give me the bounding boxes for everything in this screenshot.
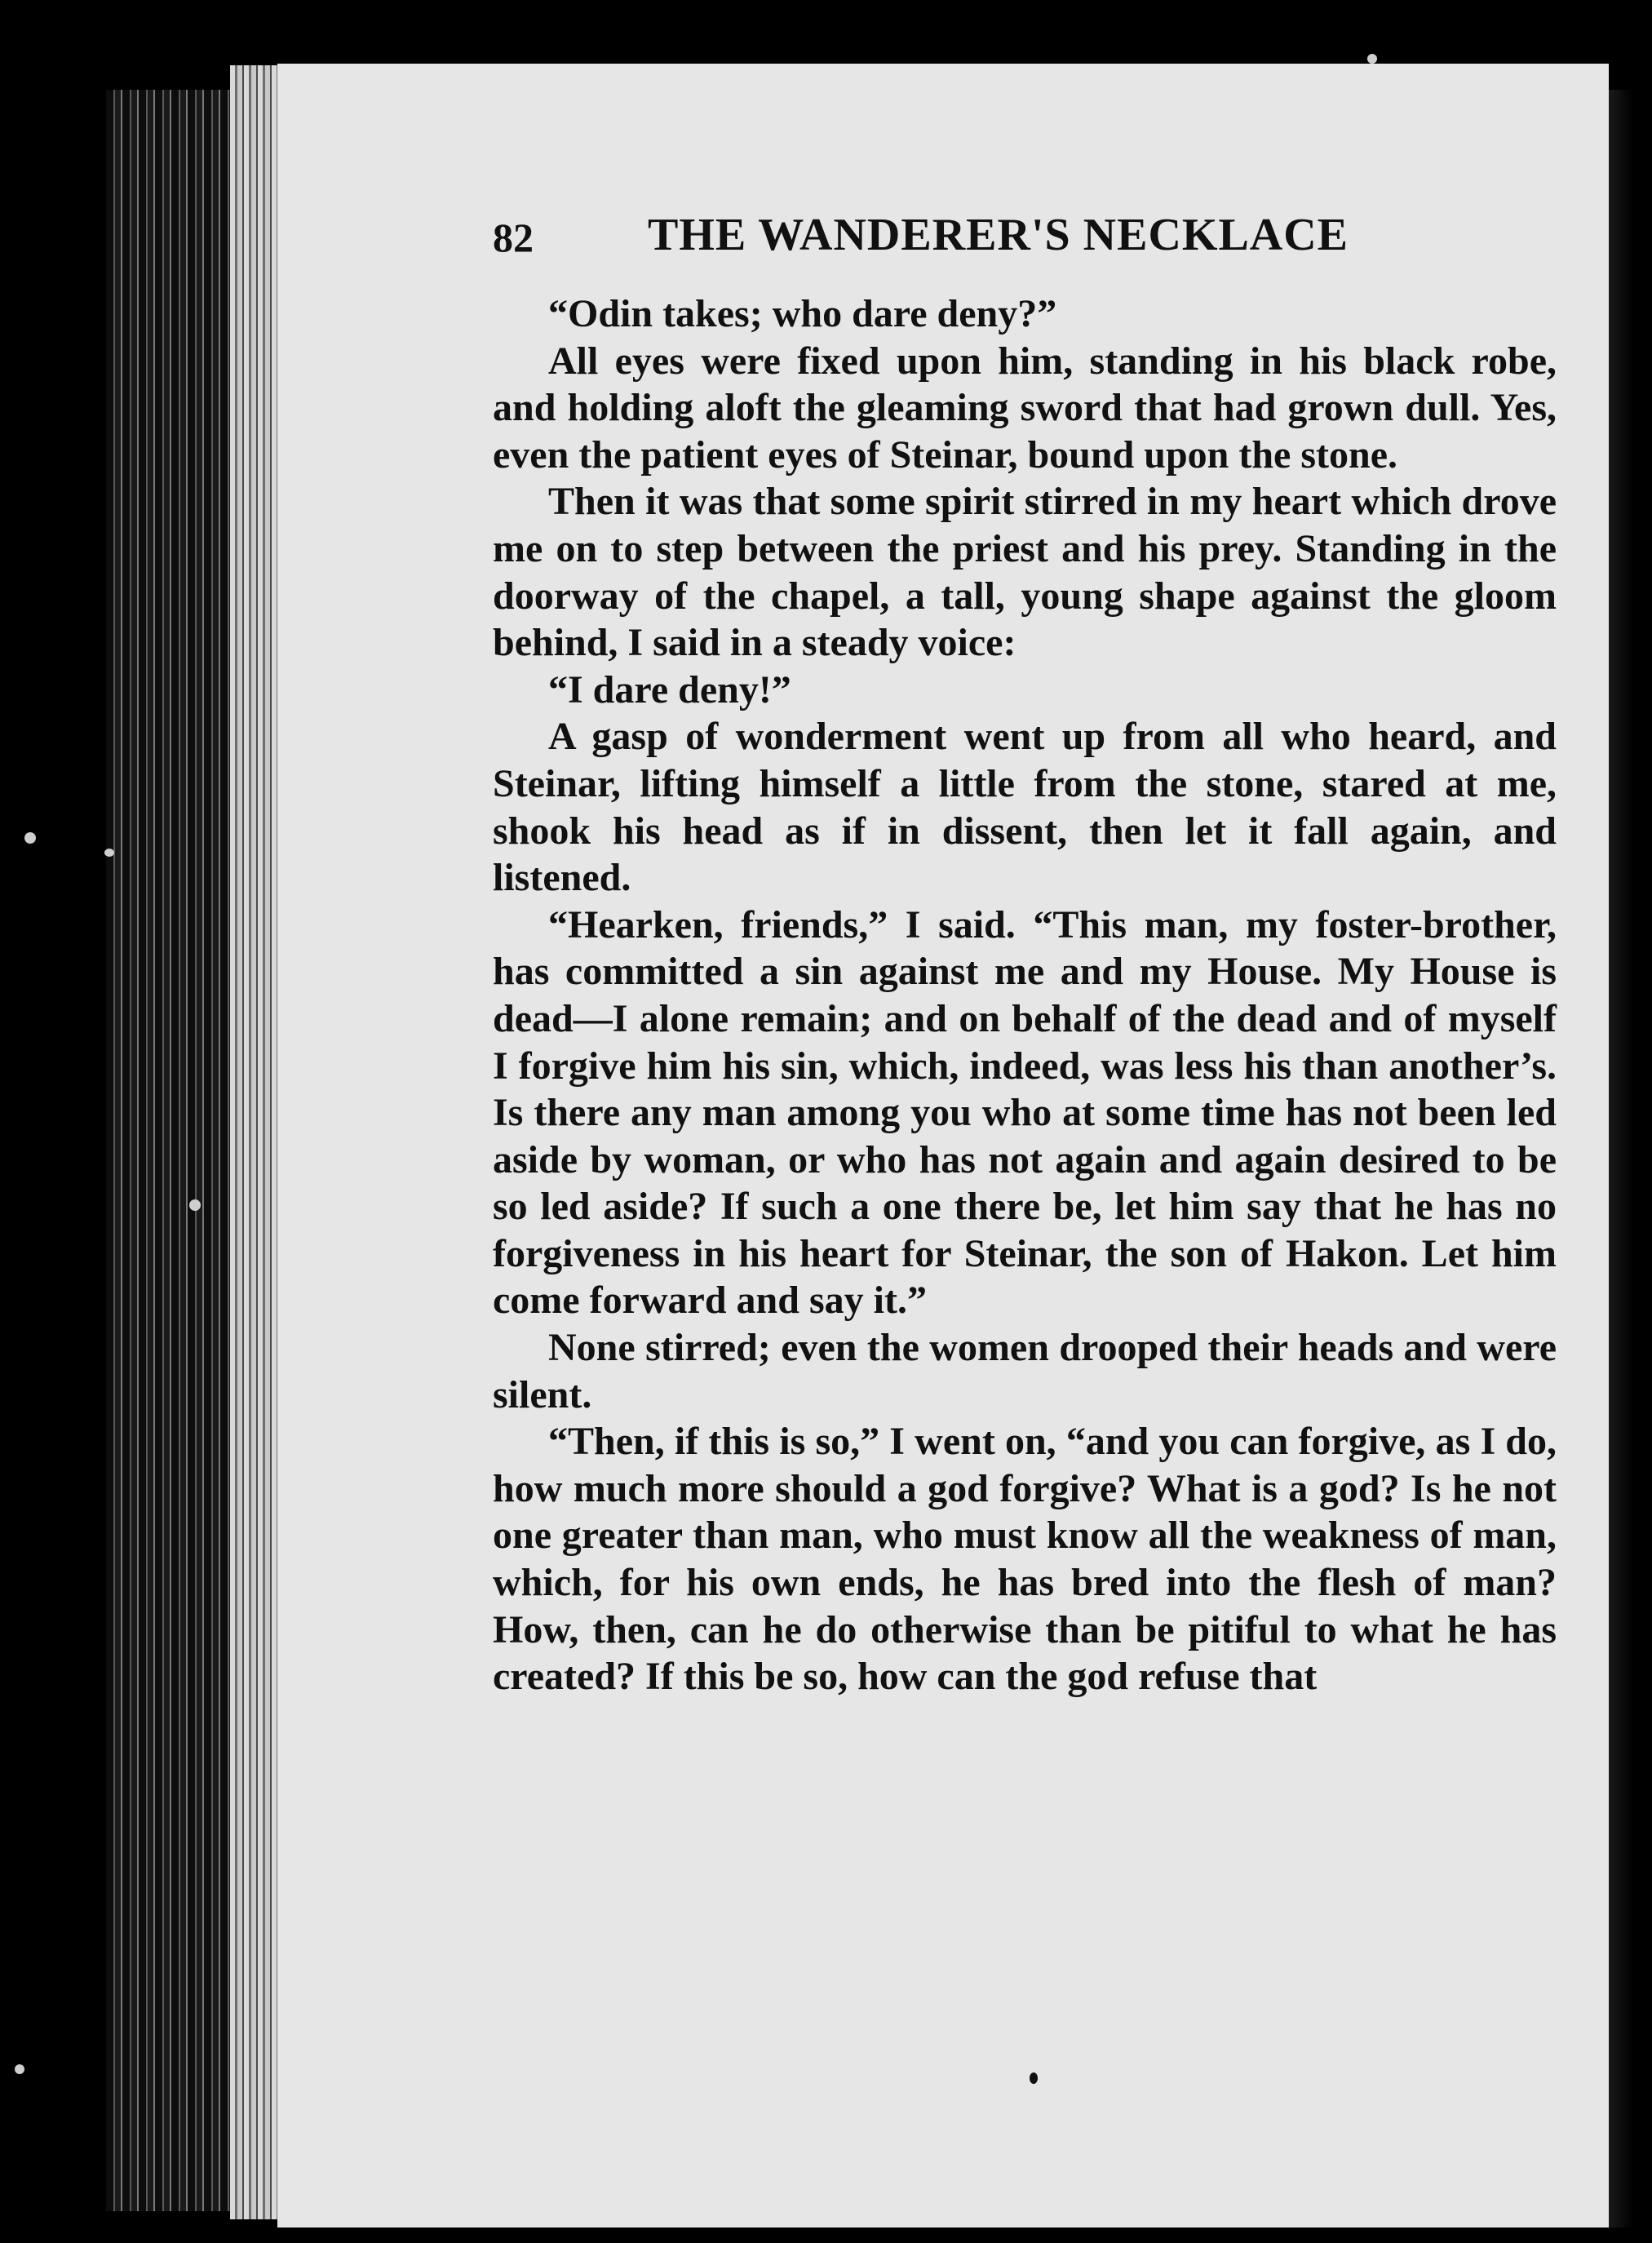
- dust-speck: [189, 1199, 201, 1211]
- paragraph: A gasp of wonderment went up from all who heard, and Steinar, lifting himself a little from the stone, stared at me, shook his head as if in dissent, then let it fall again, and listened.: [493, 715, 1557, 900]
- running-title: THE WANDERER'S NECKLACE: [648, 210, 1349, 260]
- book-right-shadow: [1609, 90, 1633, 2227]
- dust-speck: [104, 849, 114, 857]
- dust-speck: [1367, 54, 1377, 64]
- dust-speck: [15, 2064, 24, 2074]
- dust-speck: [24, 832, 36, 844]
- paragraph: “I dare deny!”: [548, 667, 791, 711]
- body-text: [493, 290, 1557, 1700]
- paragraph: “Then, if this is so,” I went on, “and you can forgive, as I do, how much more should a god forgive? What is a god? Is he not one greater than man, who must know all the weakness of man, which, for his own ends, he has bred into the flesh of man? How, then, can he do otherwise than be pitiful to what he has created? If this be so, how can the god refuse that: [493, 1420, 1557, 1699]
- ink-smudge: [1030, 2072, 1038, 2084]
- paragraph: “Hearken, friends,” I said. “This man, my foster-brother, has committed a sin against me and my House. My House is dead—I alone remain; and on behalf of the dead and of myself I forgive him his sin, which, indeed, was less his than another’s. Is there any man among you who at some time has not been led aside by woman, or who has not again and again desired to be so led aside? If such a one there be, let him say that he has no forgiveness in his heart for Steinar, the son of Hakon. Let him come forward and say it.”: [493, 902, 1557, 1323]
- paragraph: Then it was that some spirit stirred in my heart which drove me on to step between the priest and his prey. Standing in the doorway of the chapel, a tall, young shape against the gloom behind, I said in a steady voice:: [493, 480, 1557, 665]
- paragraph: None stirred; even the women drooped their heads and were silent.: [493, 1326, 1557, 1416]
- running-header: [493, 209, 1413, 268]
- book-page-edges-inner: [230, 65, 281, 2219]
- paragraph: All eyes were fixed upon him, standing in his black robe, and holding aloft the gleaming sword that had grown dull. Yes, even the patient eyes of Steinar, bound upon the stone.: [493, 339, 1557, 477]
- paragraph: “Odin takes; who dare deny?”: [548, 292, 1057, 335]
- page-number: 82: [493, 215, 534, 260]
